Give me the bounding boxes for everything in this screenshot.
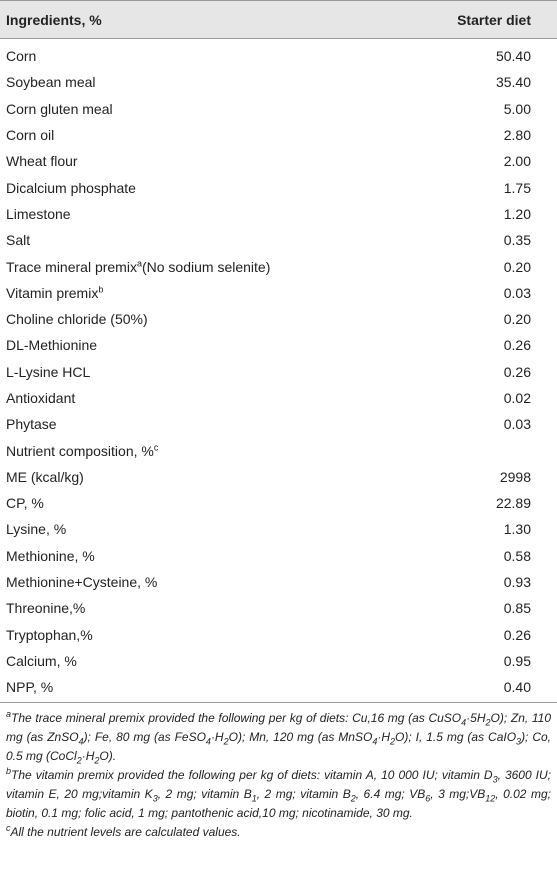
row-label: L-Lysine HCL bbox=[6, 363, 91, 380]
table-row bbox=[0, 359, 557, 385]
table-row bbox=[0, 201, 557, 227]
table-row bbox=[0, 253, 557, 279]
row-label: Vitamin premix$^b$ bbox=[6, 284, 104, 301]
footnotes bbox=[0, 703, 557, 842]
row-label: Soybean meal bbox=[6, 74, 96, 91]
row-value: 0.20 bbox=[503, 311, 531, 328]
footnote-c: $^c$All the nutrient levels are calculated values. bbox=[6, 823, 241, 840]
row-value: 0.95 bbox=[503, 652, 531, 669]
footnote-b: $^b$The vitamin premix provided the following per kg of diets: vitamin A, 10 000 IU; vitamin $D_3$, 3600 IU; vitamin E, 20 mg;vitamin $K_3$, 2 mg; vitamin $B_1$, 2 mg; vitamin $B_2$, 6.4 mg; $VB_6$, 3 $mg;VB_{12}$, 0.02 mg; biotin, 0.1 mg; folic acid, 1 mg; pantothenic acid,10 mg; nicotinamide, 30 mg. bbox=[6, 766, 551, 821]
table-row bbox=[0, 490, 557, 516]
table-row bbox=[0, 96, 557, 122]
row-label: Salt bbox=[6, 232, 31, 249]
row-value: 0.26 bbox=[503, 337, 531, 354]
row-label: Choline chloride (50%) bbox=[6, 311, 148, 328]
row-label: Wheat flour bbox=[6, 153, 78, 170]
row-label: Antioxidant bbox=[6, 390, 76, 406]
header-ingredients: Ingredients, % bbox=[6, 11, 102, 28]
row-value: 22.89 bbox=[495, 495, 531, 512]
row-value: 0.02 bbox=[503, 390, 531, 406]
table-row bbox=[0, 674, 557, 700]
row-value: 0.20 bbox=[503, 258, 531, 275]
row-label: Methionine, % bbox=[6, 547, 95, 564]
table-row bbox=[0, 122, 557, 148]
row-value: 0.26 bbox=[503, 363, 531, 380]
table-body bbox=[0, 39, 557, 700]
row-value: 0.35 bbox=[503, 232, 531, 249]
table-row bbox=[0, 148, 557, 174]
table-row bbox=[0, 648, 557, 674]
row-value: 35.40 bbox=[495, 74, 531, 91]
row-label: Dicalcium phosphate bbox=[6, 179, 136, 196]
row-label: Trace mineral premix$^a$(No sodium selenite) bbox=[6, 257, 271, 275]
row-label: Tryptophan,% bbox=[6, 626, 93, 643]
table-row bbox=[0, 43, 557, 69]
row-label: Corn oil bbox=[6, 127, 55, 144]
row-label: DL-Methionine bbox=[6, 337, 98, 354]
row-value: 0.93 bbox=[503, 574, 531, 591]
row-label: Calcium, % bbox=[6, 652, 77, 669]
table-row bbox=[0, 385, 557, 411]
table-row bbox=[0, 69, 557, 95]
table-row bbox=[0, 227, 557, 253]
table-row bbox=[0, 595, 557, 621]
row-label: Methionine+Cysteine, % bbox=[6, 574, 158, 591]
row-value: 0.26 bbox=[503, 626, 531, 643]
row-label: ME (kcal/kg) bbox=[6, 468, 84, 485]
table-row bbox=[0, 516, 557, 542]
table-row bbox=[0, 569, 557, 595]
row-label: Corn gluten meal bbox=[6, 100, 113, 117]
row-value: 5.00 bbox=[503, 100, 531, 117]
table-row bbox=[0, 437, 557, 463]
row-label: Limestone bbox=[6, 205, 71, 222]
row-value: 0.85 bbox=[503, 600, 531, 617]
row-label: CP, % bbox=[6, 495, 44, 512]
row-label: NPP, % bbox=[6, 679, 54, 696]
row-value: 2998 bbox=[499, 468, 531, 485]
row-value: 2.00 bbox=[503, 153, 531, 170]
row-label: Phytase bbox=[6, 416, 57, 433]
row-label: Threonine,% bbox=[6, 600, 86, 617]
table-row bbox=[0, 464, 557, 490]
table-row bbox=[0, 174, 557, 200]
header-starter-diet: Starter diet bbox=[457, 11, 531, 28]
row-value: 2.80 bbox=[503, 127, 531, 144]
row-value: 1.20 bbox=[503, 205, 531, 222]
table-row bbox=[0, 280, 557, 306]
footnote-a: $^a$The trace mineral premix provided the following per kg of diets: Cu,16 mg (as $CuSO_4\cdot 5H_2O$); Zn, 110 mg (as ZnSO$_4$); Fe, 80 mg (as $FeSO_4\cdot H_2O$); Mn, 120 mg (as $MnSO_4\cdot H_2O$); I, 1.5 mg (as CaIO$_3$); Co, 0.5 mg $(CoCl_2\cdot H_2O)$. bbox=[6, 709, 551, 766]
table-row bbox=[0, 411, 557, 437]
row-value: 0.58 bbox=[503, 547, 531, 564]
table-row bbox=[0, 332, 557, 358]
row-label: Lysine, % bbox=[6, 521, 67, 538]
row-label: Corn bbox=[6, 48, 37, 65]
row-value: 0.03 bbox=[503, 284, 531, 301]
table-row bbox=[0, 543, 557, 569]
row-value: 0.40 bbox=[503, 679, 531, 696]
table-row bbox=[0, 306, 557, 332]
row-value: 1.30 bbox=[503, 521, 531, 538]
row-value: 0.03 bbox=[503, 416, 531, 433]
row-value: 50.40 bbox=[495, 48, 531, 65]
table-row bbox=[0, 622, 557, 648]
row-label: Nutrient composition, %$^c$ bbox=[6, 441, 159, 459]
row-value: 1.75 bbox=[503, 179, 531, 196]
table-header bbox=[0, 0, 557, 39]
